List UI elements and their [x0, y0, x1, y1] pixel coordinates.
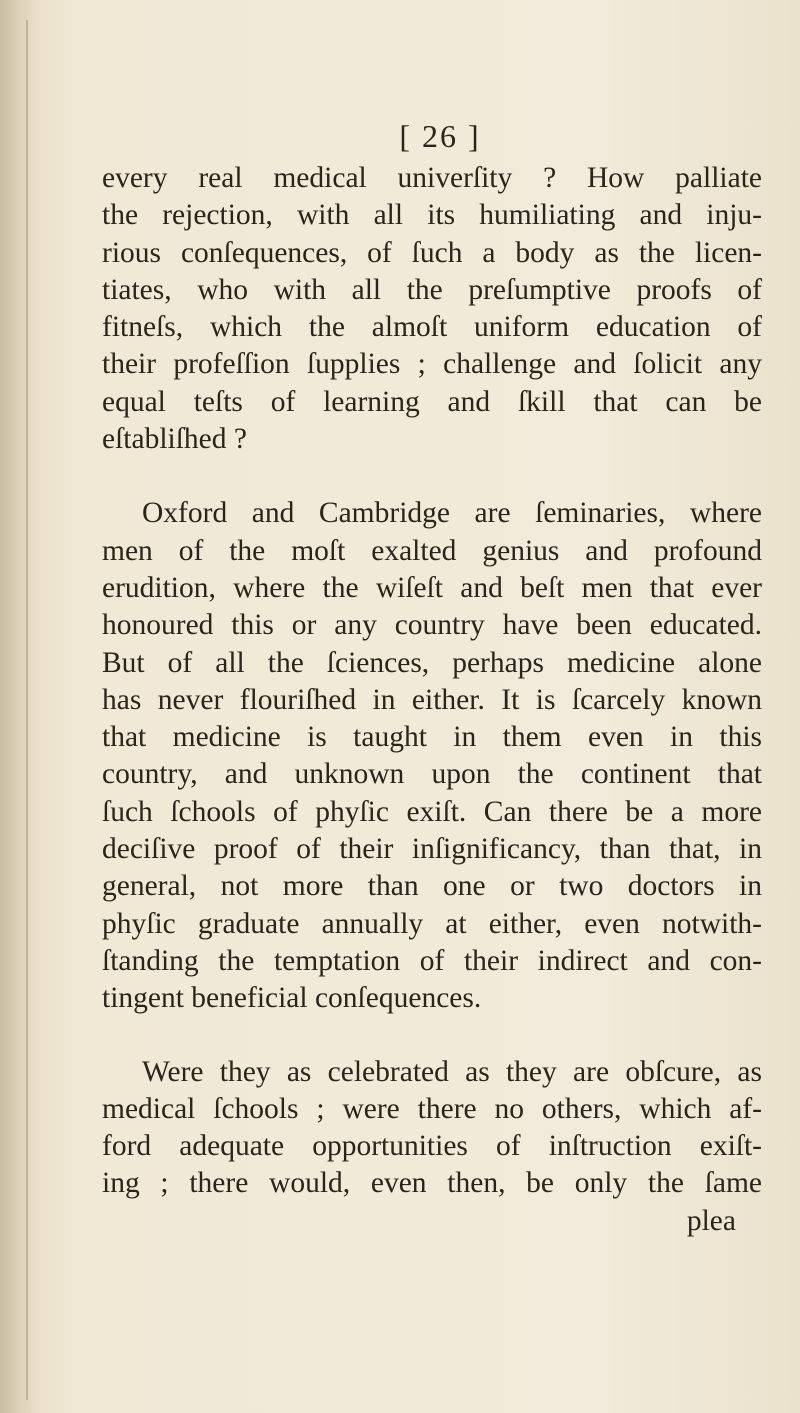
body-text: [102, 160, 762, 1240]
text-line: But of all the ſciences, perhaps medicine alone: [102, 646, 762, 679]
text-line: tiates, who with all the preſumptive proofs of: [102, 273, 762, 306]
text-line: country, and unknown upon the continent that: [102, 758, 762, 791]
text-line: the rejection, with all its humiliating and inju-: [102, 199, 762, 232]
catchword: plea: [686, 1204, 736, 1237]
text-line: Were they as celebrated as they are obſcure, as: [142, 1055, 762, 1088]
text-line: Oxford and Cambridge are ſeminaries, where: [142, 497, 762, 530]
text-line: tingent beneficial conſequences.: [102, 982, 482, 1015]
text-line: phyſic graduate annually at either, even notwith-: [102, 907, 762, 940]
paragraph-gap: [102, 1018, 762, 1054]
text-line: that medicine is taught in them even in this: [102, 721, 762, 754]
paragraph-gap: [102, 458, 762, 495]
text-line: honoured this or any country have been educated.: [102, 609, 762, 642]
text-line: medical ſchools ; were there no others, which af-: [102, 1092, 762, 1125]
text-line: ing ; there would, even then, be only the ſame: [102, 1167, 762, 1200]
text-line: rious conſequences, of ſuch a body as the licen-: [102, 236, 762, 269]
page-gutter-shadow: [0, 0, 38, 1413]
text-line: ford adequate opportunities of inſtruction exiſt-: [102, 1130, 762, 1163]
page-number: [ 26 ]: [399, 118, 481, 154]
text-line: ſtanding the temptation of their indirect and con-: [102, 944, 762, 977]
text-line: fitneſs, which the almoſt uniform education of: [102, 311, 762, 344]
text-line: ſuch ſchools of phyſic exiſt. Can there be a more: [102, 795, 762, 828]
text-line: their profeſſion ſupplies ; challenge and ſolicit any: [102, 348, 762, 381]
text-line: has never flouriſhed in either. It is ſcarcely known: [102, 683, 762, 716]
text-line: every real medical univerſity ? How palliate: [102, 162, 762, 194]
binding-edge-line: [26, 20, 28, 1400]
text-line: equal teſts of learning and ſkill that can be: [102, 385, 762, 418]
text-line: men of the moſt exalted genius and profound: [102, 534, 762, 567]
text-line: erudition, where the wiſeſt and beſt men that ever: [102, 571, 762, 604]
text-line: eſtabliſhed ?: [102, 423, 247, 456]
text-line: deciſive proof of their inſignificancy, than that, in: [102, 833, 762, 866]
text-line: general, not more than one or two doctors in: [102, 870, 762, 903]
